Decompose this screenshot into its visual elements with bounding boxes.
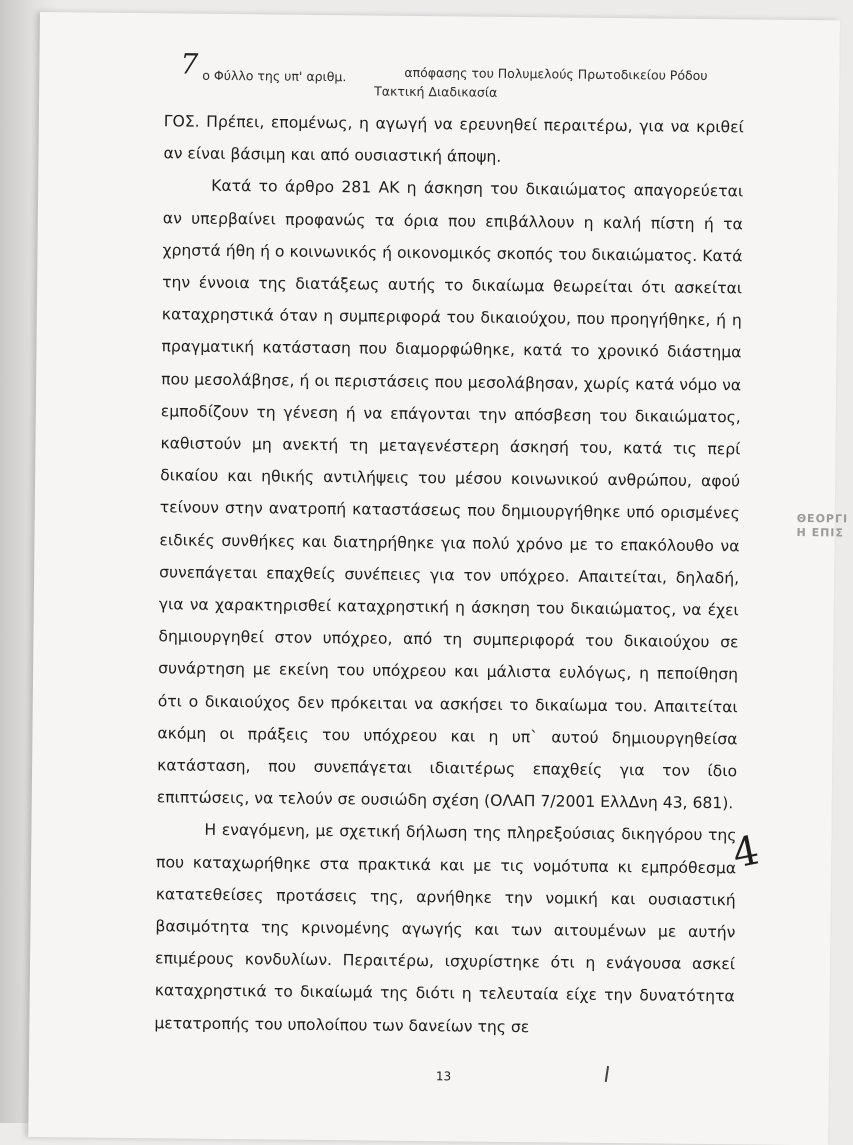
page-header [174,47,734,107]
document-page [28,12,849,1145]
side-stamp [797,512,849,541]
handwritten-margin-mark: 4 [728,827,763,878]
procedure-label: Τακτική Διαδικασία [374,83,498,100]
paragraph-defendant: Η εναγόμενη, με σχετική δήλωση της πληρεξούσιας δικηγόρου της που καταχωρήθηκε στα πρακτικά και με τις νομότυπα κι εμπρόθεσμα κατατεθείσες προτάσεις της, αρνήθηκε την νομική και ουσιαστική βασιμότητα της κρινομένης αγωγής και των αιτουμένων με αυτήν επιμέρους κονδυλίων. Περαιτέρω, ισχυρίστηκε ότι η ενάγουσα ασκεί καταχρηστικά το δικαίωμά της διότι η τελευταία είχε την δυνατότητα μετατροπής του υπολοίπου των δανείων της σε [154,821,737,1036]
decision-label: απόφασης του Πολυμελούς Πρωτοδικείου Ρόδου [404,64,708,83]
handwritten-sheet-number: 7 [180,47,199,81]
paragraph-continuation: ΓΟΣ. Πρέπει, επομένως, η αγωγή να ερευνηθεί περαιτέρω, για να κριθεί αν είναι βάσιμη και από ουσιαστική άποψη. [163,112,744,167]
side-stamp-line: ΘΕΟΡΓΙ [796,511,849,526]
page-number: 13 [435,1069,452,1084]
document-body [154,105,744,1045]
side-stamp-line: Η ΕΠΙΣ [796,525,845,540]
paragraph-article-281: Κατά το άρθρο 281 ΑΚ η άσκηση του δικαιώματος απαγορεύεται αν υπερβαίνει προφανώς τα όρια που επιβάλλουν η καλή πίστη ή τα χρηστά ήθη ή ο κοινωνικός ή οικονομικός σκοπός του δικαιώματος. Κατά την έννοια της διατάξεως αυτής το δικαίωμα θεωρείται ότι ασκείται καταχρηστικά όταν η συμπεριφορά του δικαιούχου, που προηγήθηκε, ή η πραγματική κατάσταση που διαμορφώθηκε, κατά το χρονικό διάστημα που μεσολάβησε, ή οι περιστάσεις που μεσολάβησαν, χωρίς κατά νόμο να εμποδίζουν τη γένεση ή να επάγονται την απόσβεση του δικαιώματος, καθιστούν μη ανεκτή τη μεταγενέστερη άσκησή του, κατά τις περί δικαίου και ηθικής αντιλήψεις του μέσου κοινωνικού ανθρώπου, αφού τείνουν στην ανατροπή καταστάσεως που δημιουργήθηκε υπό ορισμένες ειδικές συνθήκες και διατηρήθηκε για πολύ χρόνο με το επακόλουθο να συνεπάγεται επαχθείς συνέπειες για τον υπόχρεο. Απαιτείται, δηλαδή, για να χαρακτηρισθεί καταχρηστική η άσκηση του δικαιώματος, να έχει δημιουργηθεί στον υπόχρεο, από τη συμπεριφορά του δικαιούχου σε συνάρτηση με εκείνη του υπόχρεου και μάλιστα ευλόγως, η πεποίθηση ότι ο δικαιούχος δεν πρόκειται να ασκήσει το δικαίωμα του. Απαιτείται ακόμη οι πράξεις του υπόχρεου και η υπ` αυτού δημιουργηθείσα κατάσταση, που συνεπάγεται ιδιαιτέρως επαχθείς για τον ίδιο επιπτώσεις, να τελούν σε ουσιώδη σχέση (ΟΛΑΠ 7/2001 ΕλλΔνη 43, 681). [156,177,744,813]
sheet-label: ο Φύλλο της υπ' αριθμ. [202,67,347,85]
handwritten-tick-mark [605,1066,609,1082]
